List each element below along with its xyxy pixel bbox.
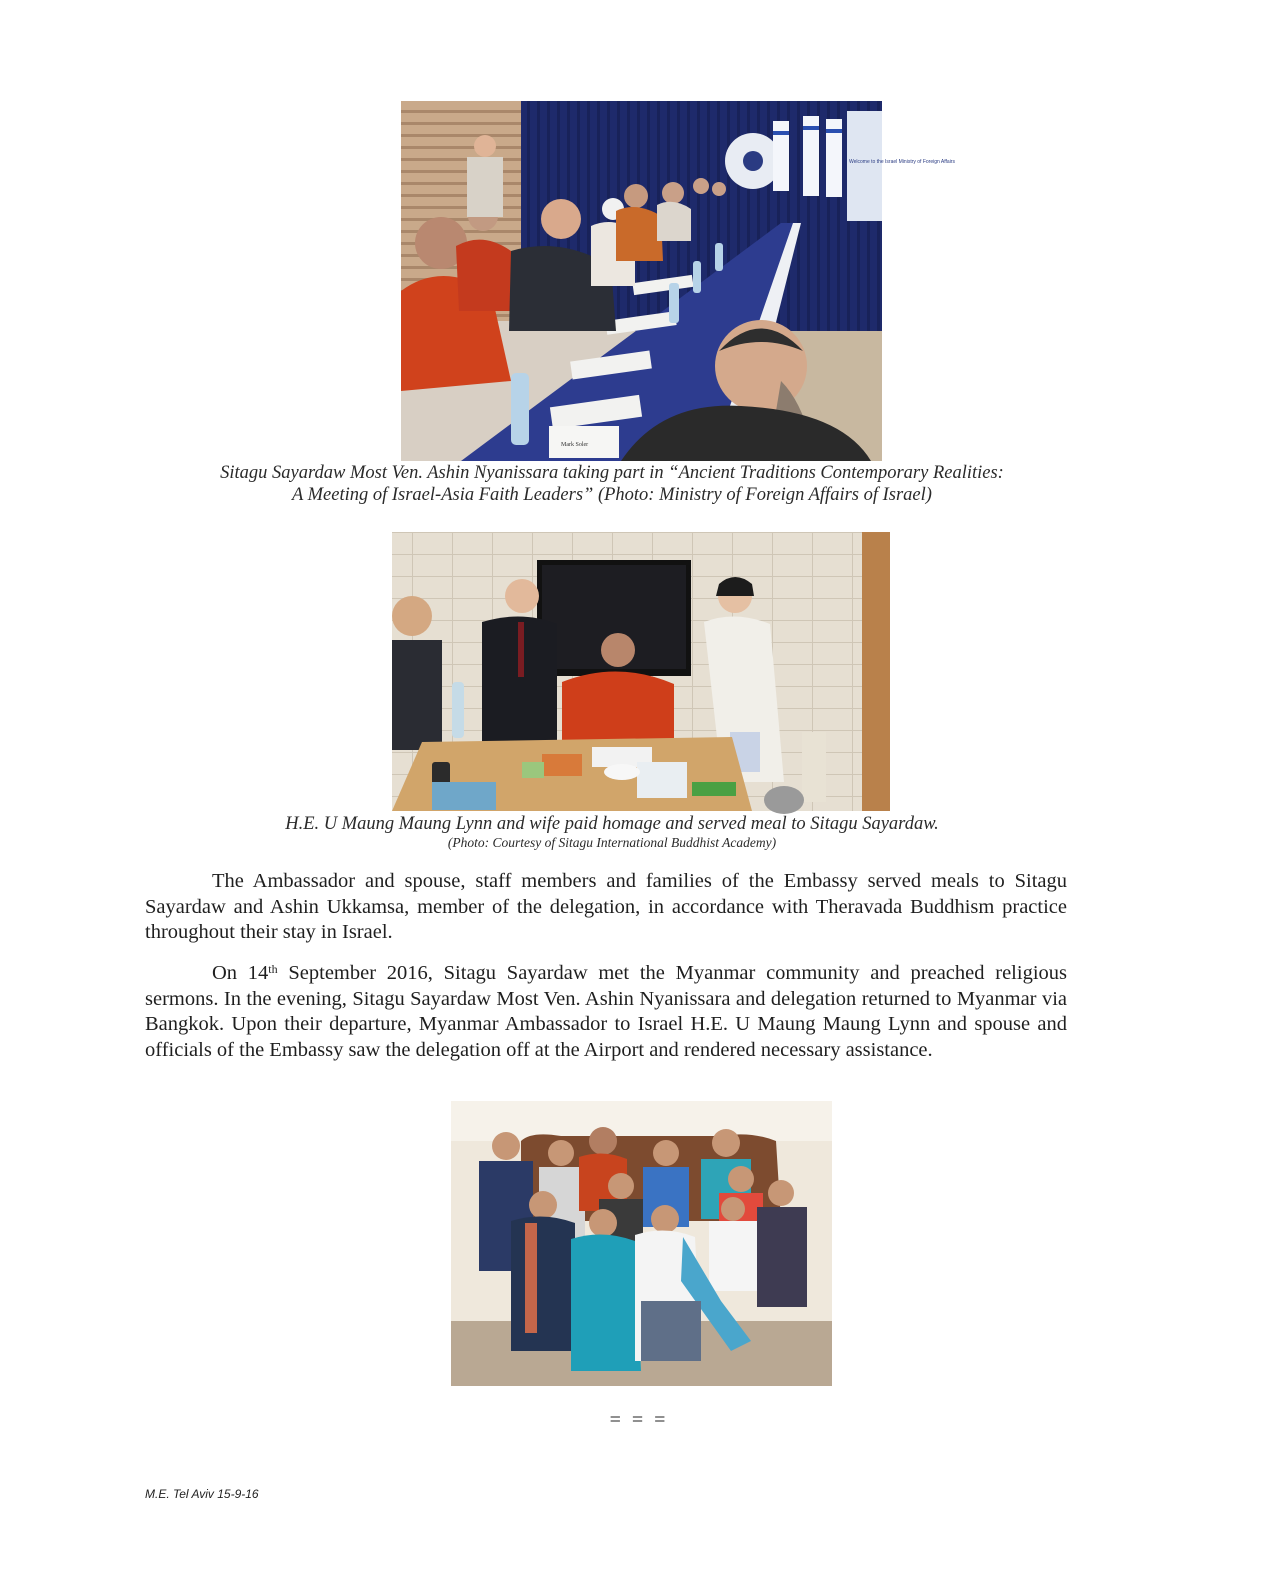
paragraph-meals	[145, 869, 1067, 946]
paragraph-departure-text: September 2016, Sitagu Sayardaw met the Myanmar community and preached religious sermons. In the evening, Sitagu Sayardaw Most Ven. Ashin Nyanissara and delegation returned to Myanmar via Bangkok. Upon their departure, Myanmar Ambassador to Israel H.E. U Maung Maung Lynn and spouse and officials of the Embassy saw the delegation off at the Airport and rendered necessary assistance.	[145, 962, 1067, 1061]
name-card-text: Mark Soler	[561, 442, 589, 448]
paragraph-meals-text: The Ambassador and spouse, staff members and families of the Embassy served meals to Sitagu Sayardaw and Ashin Ukkamsa, member of the delegation, in accordance with Theravada Buddhism practice throughout their stay in Israel.	[145, 870, 1067, 944]
homage-caption-line1: H.E. U Maung Maung Lynn and wife paid homage and served meal to Sitagu Sayardaw.	[285, 814, 939, 834]
meeting-caption-line1: Sitagu Sayardaw Most Ven. Ashin Nyanissara taking part in “Ancient Traditions Contemporary Realities:	[220, 463, 1004, 483]
homage-photo	[392, 532, 890, 811]
community-photo-graphic	[451, 1101, 832, 1386]
homage-caption-line2: (Photo: Courtesy of Sitagu International Buddhist Academy)	[447, 835, 777, 850]
meeting-photo-graphic	[401, 101, 955, 461]
paragraph-departure	[145, 961, 1067, 1063]
ordinal-suffix: th	[268, 962, 278, 976]
section-separator: = = =	[609, 1409, 669, 1431]
welcome-banner-text: Welcome to the Israel Ministry of Foreign Affairs	[849, 159, 955, 165]
paragraph-departure-date: On 14	[212, 962, 269, 984]
community-photo	[451, 1101, 832, 1386]
footer-reference: M.E. Tel Aviv 15-9-16	[145, 1487, 259, 1501]
meeting-photo	[401, 101, 955, 461]
homage-photo-graphic	[392, 532, 890, 811]
meeting-caption-line2: A Meeting of Israel-Asia Faith Leaders” (Photo: Ministry of Foreign Affairs of Israel)	[292, 485, 932, 505]
